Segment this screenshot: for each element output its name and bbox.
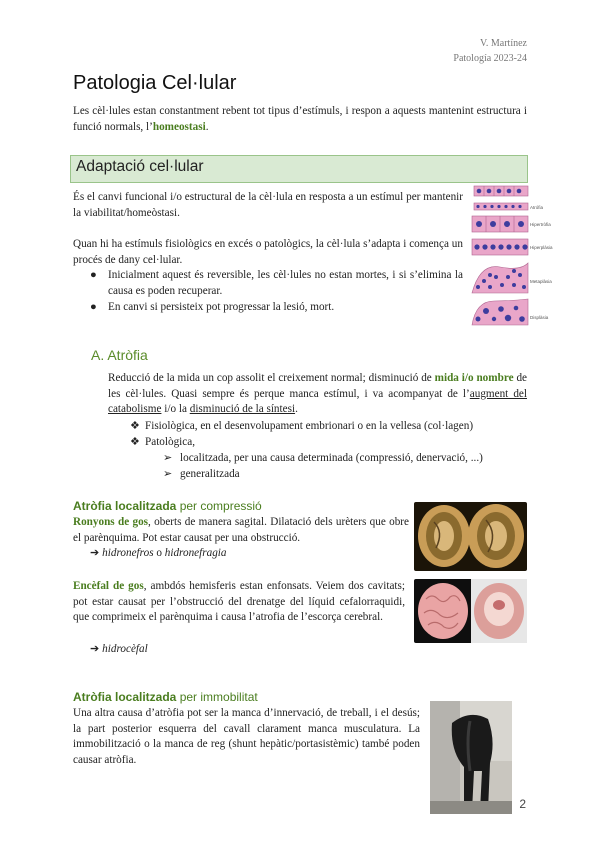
kidney-image: [414, 502, 527, 571]
subsection-title-atrofia: A. Atròfia: [91, 347, 148, 363]
heading-immobilitat: Atròfia localitzada per immobilitat: [73, 690, 258, 704]
kidney-highlight: Ronyons de gos: [73, 516, 149, 528]
intro-text: Les cèl·lules estan constantment rebent tot tipus d’estímuls, i respon a aquests mantenint estructura i funció normals, l’: [73, 105, 527, 133]
cell-diagram: [470, 183, 553, 328]
label-displasia: Displàsia: [530, 315, 549, 320]
brain-image: [414, 579, 527, 643]
label-metaplasia: Metaplàsia: [530, 279, 552, 284]
course: Patología 2023-24: [453, 53, 527, 64]
brain-paragraph: Encèfal de gos, ambdós hemisferis estan enfonsats. Veiem dos cavitats; pot estar causat per l’obstrucció del drenatge del líquid cefalorraquidi, que comprimeix el parènquima i causa l’atrofia de l’escorça cerebral.: [73, 580, 405, 623]
catabolisme-underline: augment del catabolisme: [108, 387, 527, 415]
page-number: 2: [519, 797, 526, 811]
heading-compressio: Atròfia localitzada per compressió: [73, 499, 262, 513]
sintesi-underline: disminució de la síntesi: [189, 403, 296, 415]
page-header: [453, 36, 527, 66]
list-item: ➢ generalitzada: [163, 467, 240, 480]
label-hipertrofia: Hipertròfia: [530, 222, 551, 227]
horse-image: [430, 701, 512, 814]
homeostasi-highlight: homeostasi: [152, 120, 206, 133]
atrofia-types: [130, 419, 530, 450]
intro-end: .: [205, 120, 209, 133]
brain-arrow: ➔ hidrocèfal: [90, 643, 148, 655]
kidney-arrow: ➔ hidronefros o hidronefragia: [90, 547, 227, 559]
kidney-paragraph: Ronyons de gos, oberts de manera sagital. Dilatació dels urèters que obre el parènquima. Pot estar causat per una obstrucció.: [73, 516, 410, 544]
cell-adaptation-figure: [470, 183, 553, 328]
brain-highlight: Encèfal de gos: [73, 580, 144, 592]
list-item: ❖ Patològica,: [130, 435, 196, 448]
bullet-list: [90, 268, 463, 316]
label-atrofia: Atrófia: [530, 205, 544, 210]
intro-paragraph: [73, 104, 527, 135]
label-hiperplasia: Hiperplàsia: [530, 245, 553, 250]
section-title: Adaptació cel·lular: [76, 158, 204, 175]
list-item: ❖ Fisiològica, en el desenvolupament embrionari o en la vellesa (col·lagen): [130, 420, 474, 432]
list-item: ● En canvi si persisteix pot progressar la lesió, mort.: [90, 301, 335, 313]
list-item: ➢ localitzada, per una causa determinada (compressió, denervació, ...): [163, 452, 483, 464]
atrofia-subtypes: [163, 451, 533, 482]
atrofia-paragraph: Reducció de la mida un cop assolit el creixement normal; disminució de mida i/o nombre de les cèl·lules. Quasi sempre és perque manca estímul, i va acompanyat de l’augment del catabolisme i/o la disminució de la síntesi.: [108, 372, 528, 415]
list-item: ● Inicialment aquest és reversible, les cèl·lules no estan mortes, i si s’elimina la causa es poden recuperar.: [90, 269, 463, 297]
page-title: Patologia Cel·lular: [73, 72, 237, 94]
mida-nombre-highlight: mida i/o nombre: [434, 372, 514, 384]
adaptation-definition: És el canvi funcional i/o estructural de la cèl·lula en resposta a un estímul per mantenir la viabilitat/homeòstasi.: [73, 191, 463, 219]
immobility-paragraph: Una altra causa d’atròfia pot ser la manca d’innervació, de treball, i el desús; la part posterior esquerra del cavall clarament manca musculatura. La immobilització o la manca de reg (shunt hepàtic/portasistèmic) també poden causar atròfia.: [73, 707, 420, 766]
author: V. Martínez: [479, 38, 527, 49]
adaptation-paragraph: Quan hi ha estímuls fisiològics en excés o patològics, la cèl·lula s’adapta i comença un procés de dany cel·lular.: [73, 238, 463, 266]
